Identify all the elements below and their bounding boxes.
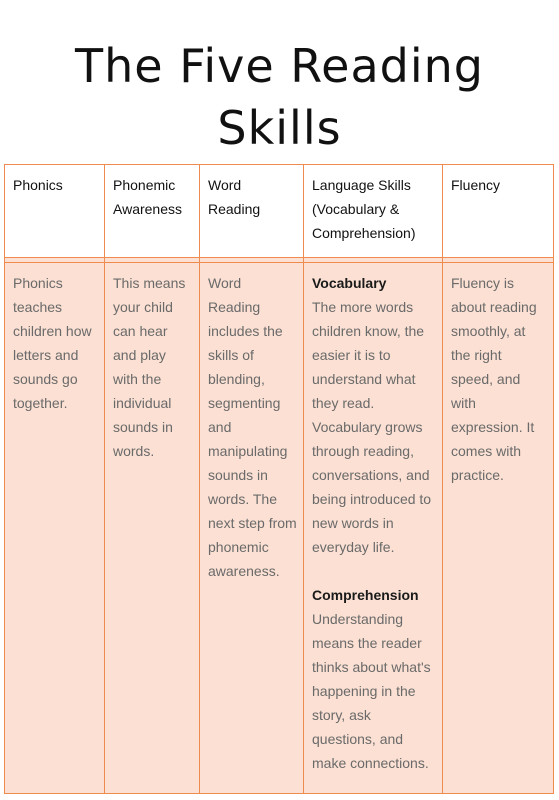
- section-gap: [312, 559, 436, 583]
- comprehension-heading: Comprehension: [312, 587, 419, 603]
- header-phonics: Phonics: [5, 165, 105, 258]
- vocabulary-text: The more words children know, the easier it is to understand what they read. Vocabulary grows through reading, conversations, and being introduced to new words in everyday life.: [312, 299, 432, 555]
- table-row: [5, 263, 554, 794]
- header-row: [5, 165, 554, 258]
- title-line-1: The Five Reading: [75, 38, 484, 93]
- title-line-2: Skills: [217, 100, 342, 155]
- cell-phonics: Phonics teaches children how letters and sounds go together.: [5, 263, 105, 794]
- page-title: [0, 35, 559, 159]
- cell-phonemic-awareness: This means your child can hear and play with the individual sounds in words.: [105, 263, 200, 794]
- header-phonemic-awareness: Phonemic Awareness: [105, 165, 200, 258]
- reading-skills-table: [4, 164, 554, 794]
- header-language-skills: Language Skills (Vocabulary & Comprehension): [304, 165, 443, 258]
- header-word-reading: Word Reading: [200, 165, 304, 258]
- header-fluency: Fluency: [443, 165, 554, 258]
- comprehension-text: Understanding means the reader thinks about what's happening in the story, ask questions, and make connections.: [312, 611, 431, 771]
- vocabulary-heading: Vocabulary: [312, 275, 387, 291]
- cell-fluency: Fluency is about reading smoothly, at the right speed, and with expression. It comes with practice.: [443, 263, 554, 794]
- cell-word-reading: Word Reading includes the skills of blending, segmenting and manipulating sounds in words. The next step from phonemic awareness.: [200, 263, 304, 794]
- cell-language-skills: [304, 263, 443, 794]
